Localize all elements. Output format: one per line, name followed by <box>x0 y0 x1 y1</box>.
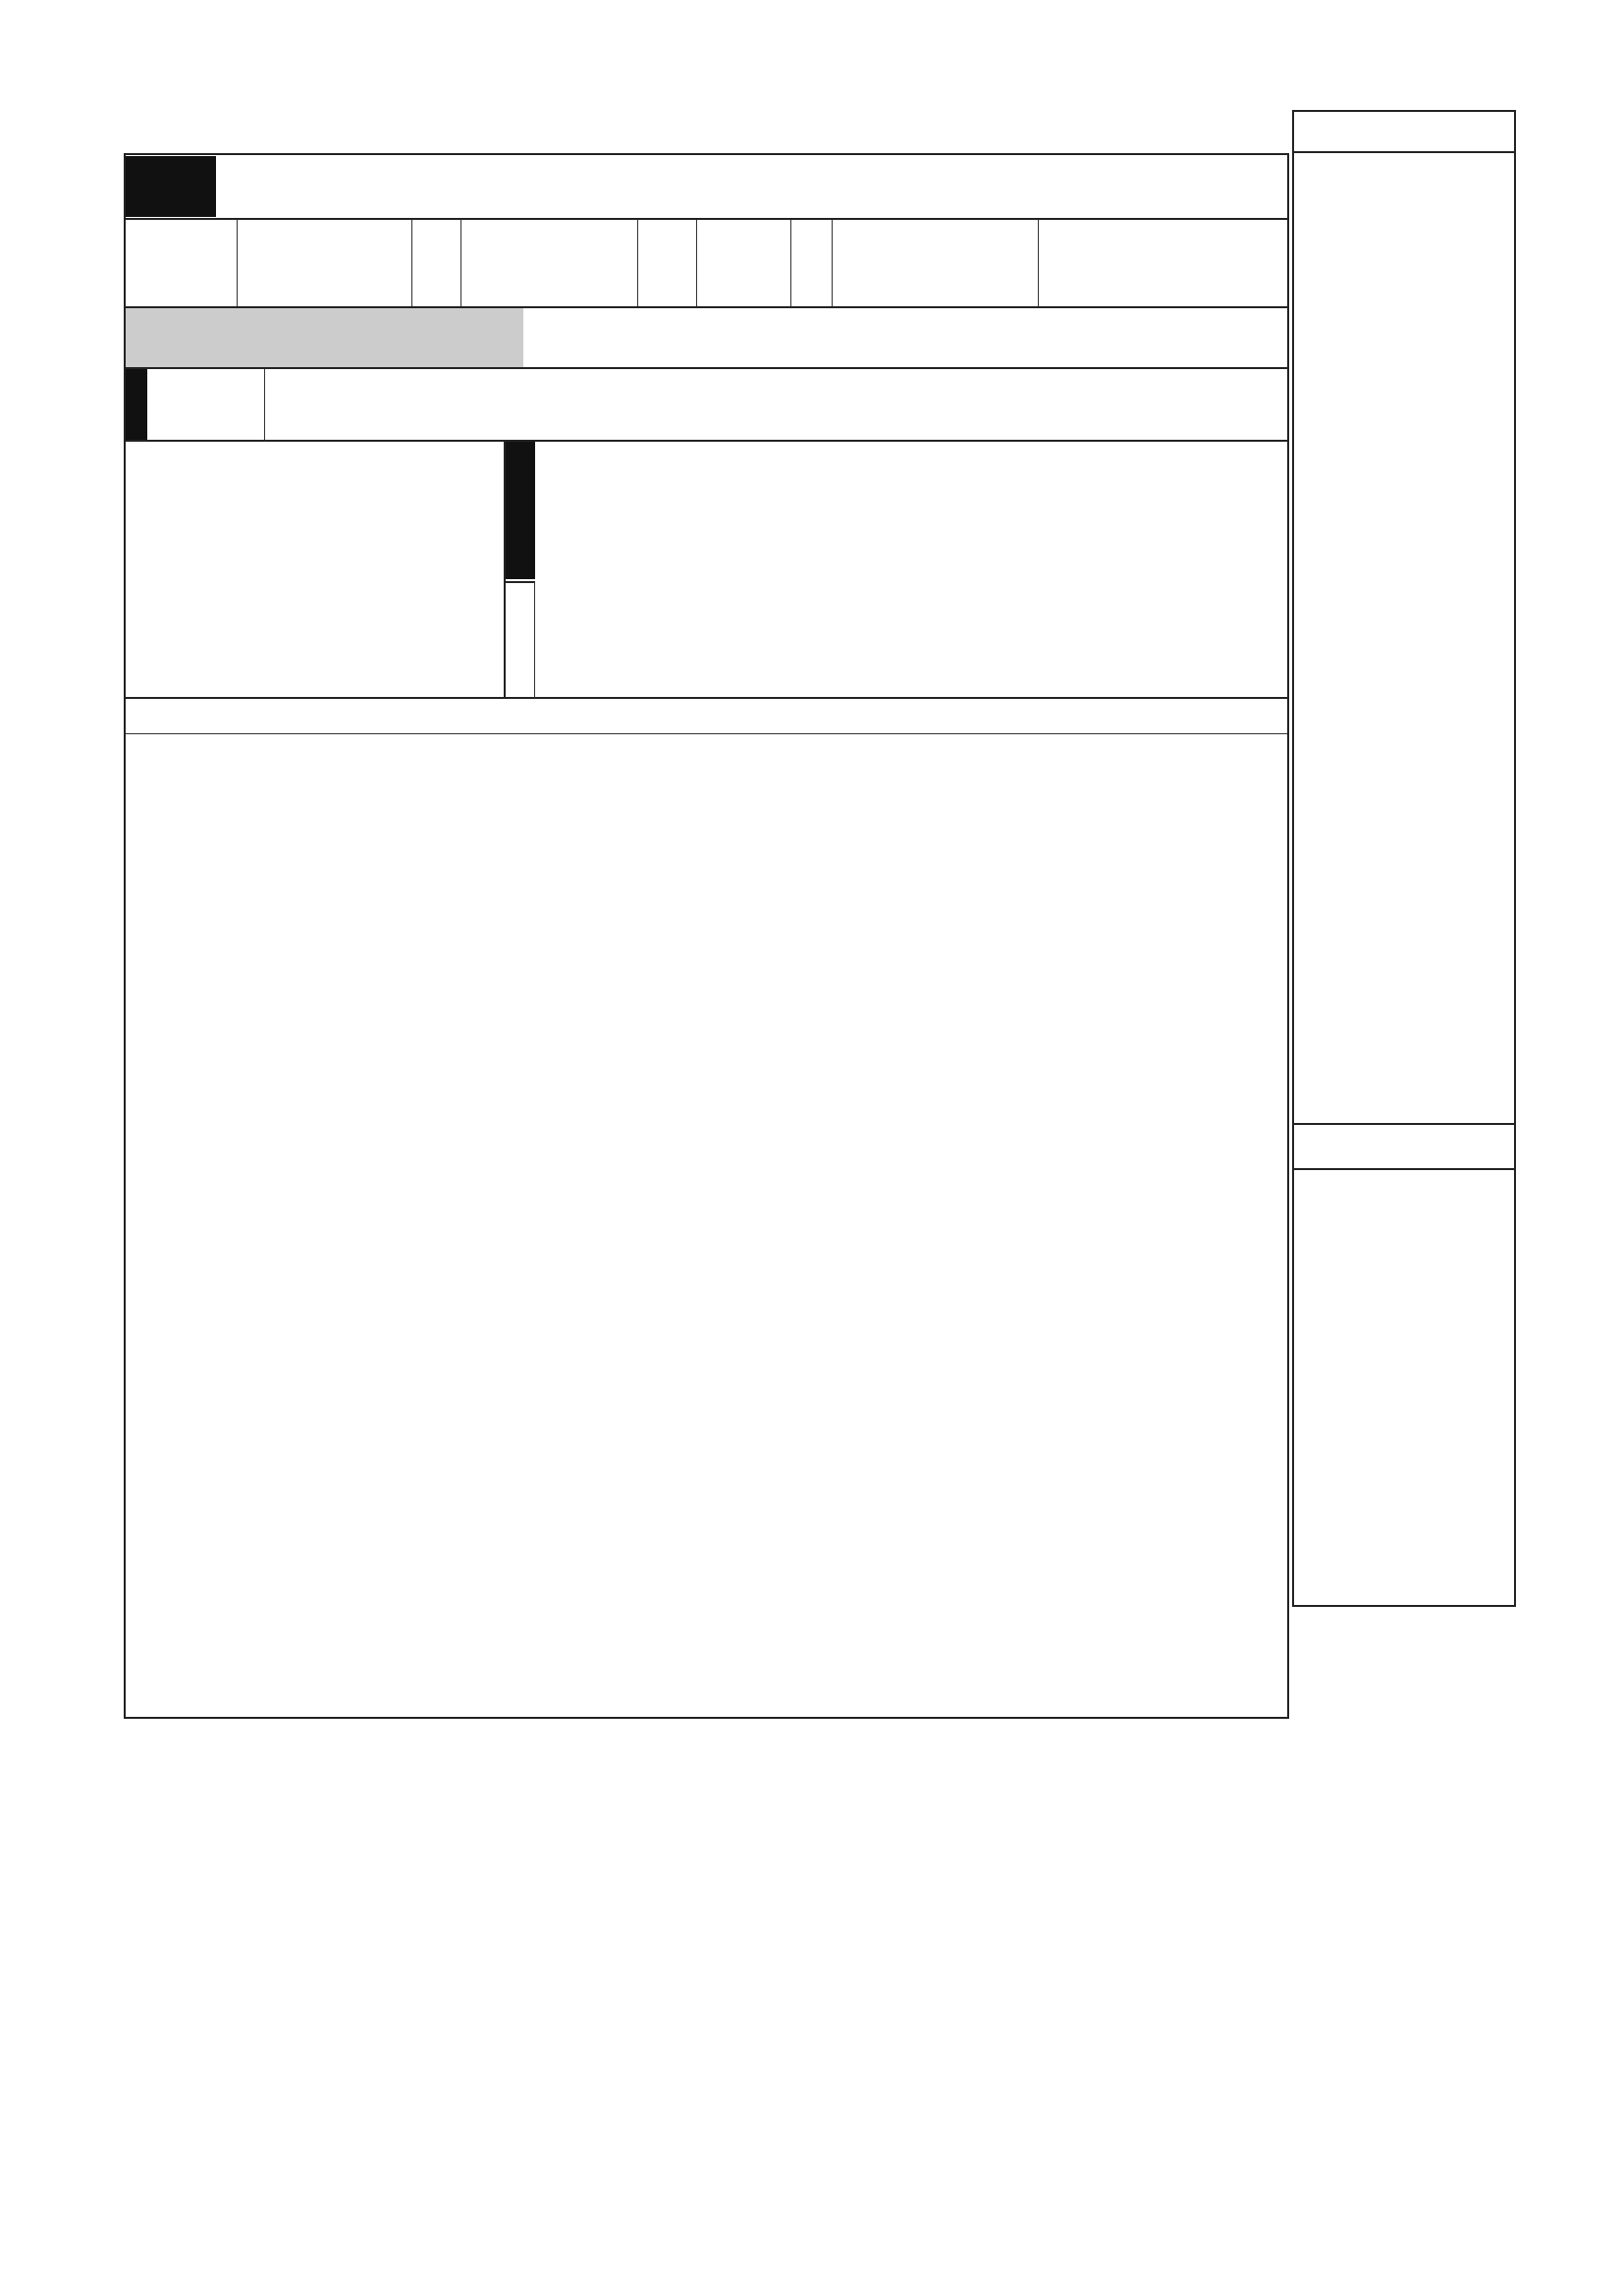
col-gear <box>412 220 461 306</box>
analysis-section <box>126 442 1287 699</box>
col-name <box>238 220 412 306</box>
lap-order-label <box>126 308 523 367</box>
win-rate-label <box>126 369 147 440</box>
past-results <box>126 699 1287 1381</box>
race-card <box>124 153 1289 1719</box>
win-rate-kinds <box>147 369 265 440</box>
col-days <box>697 220 791 306</box>
interview-panel <box>1292 110 1516 1607</box>
final-bs-label <box>506 581 535 699</box>
entry-column-headers <box>126 220 1287 308</box>
annual-win-rate <box>126 369 1287 442</box>
col-record <box>461 220 638 306</box>
position-stats <box>880 442 1291 699</box>
race-number <box>126 156 216 217</box>
prediction-box <box>504 442 877 699</box>
race-heading <box>126 155 1287 220</box>
col-marks <box>126 220 238 306</box>
col-tactic <box>791 220 833 306</box>
col-comment <box>638 220 697 306</box>
accident-title <box>1294 1123 1514 1170</box>
page-header <box>126 110 1289 149</box>
past-results-header <box>126 699 1287 734</box>
prediction-label <box>506 442 535 579</box>
col-finishes <box>1039 220 1287 306</box>
col-locations <box>833 220 1039 306</box>
lap-order <box>126 308 1287 369</box>
interview-title <box>1294 112 1514 153</box>
